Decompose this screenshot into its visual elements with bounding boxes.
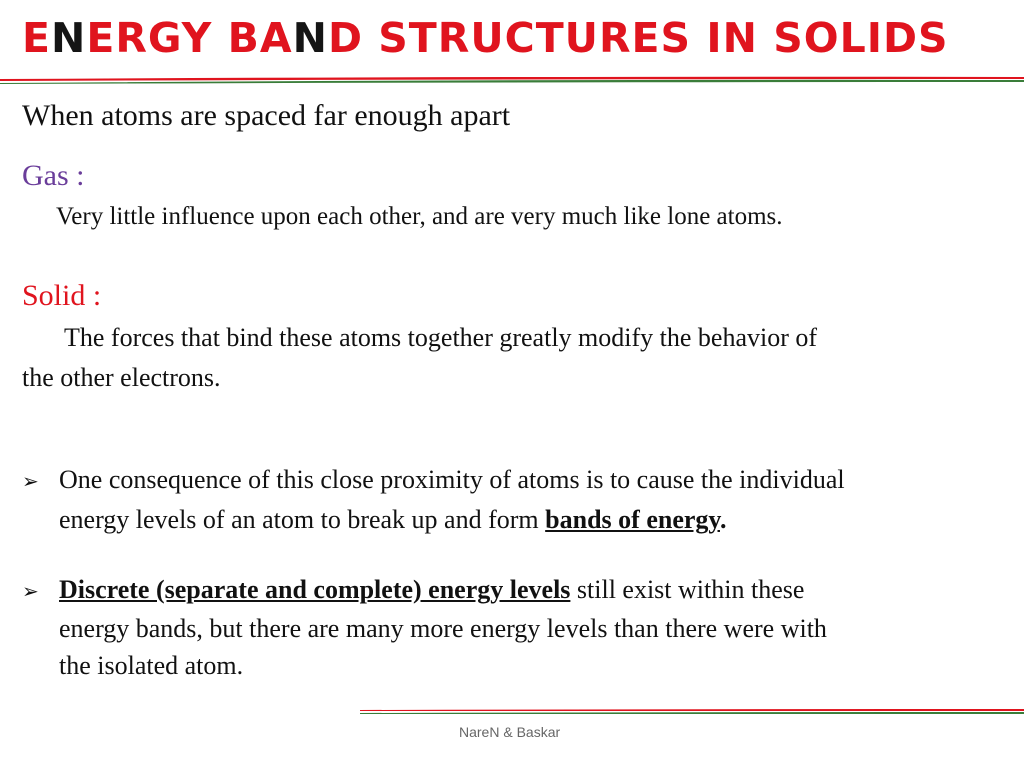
bullet-1-period: .	[719, 505, 727, 534]
gas-word: Gas	[22, 159, 69, 192]
bullet-1-line	[59, 504, 726, 535]
solid-description-line: The forces that bind these atoms together greatly modify the behavior of	[64, 323, 818, 352]
bullet-2-line	[59, 574, 804, 605]
bullet-2-text: still exist within these	[570, 575, 805, 604]
slide-title	[22, 14, 949, 62]
title-part-dark: N	[51, 14, 87, 62]
bullet-2-line: energy bands, but there are many more energy levels than there were with	[59, 614, 827, 643]
footer-text: NareN & Baskar	[459, 724, 561, 740]
gas-description: Very little influence upon each other, and are very much like lone atoms.	[56, 203, 783, 230]
solid-colon: :	[92, 279, 102, 312]
bullet-2-line: the isolated atom.	[59, 651, 244, 680]
footer-divider	[360, 706, 1024, 718]
solid-label	[22, 278, 101, 314]
title-part: D STRUCTURES IN SOLIDS	[327, 14, 949, 62]
title-part: ERGY BA	[86, 14, 293, 62]
bullet-1-text: energy levels of an atom to break up and form	[59, 505, 546, 534]
title-divider	[0, 74, 1024, 86]
gas-label	[22, 158, 85, 194]
bands-of-energy-emphasis: bands of energy	[545, 505, 720, 534]
bullet-arrow-icon: ➢	[22, 581, 39, 603]
bullet-1-line: One consequence of this close proximity of atoms is to cause the individual	[59, 465, 845, 494]
discrete-levels-emphasis: Discrete (separate and complete) energy levels	[59, 575, 571, 604]
title-part-dark: N	[292, 14, 328, 62]
solid-description-line: the other electrons.	[22, 363, 221, 392]
gas-colon: :	[76, 159, 85, 192]
intro-text: When atoms are spaced far enough apart	[22, 99, 511, 132]
title-part: E	[22, 14, 52, 62]
solid-word: Solid	[22, 279, 86, 312]
bullet-arrow-icon: ➢	[22, 471, 39, 493]
